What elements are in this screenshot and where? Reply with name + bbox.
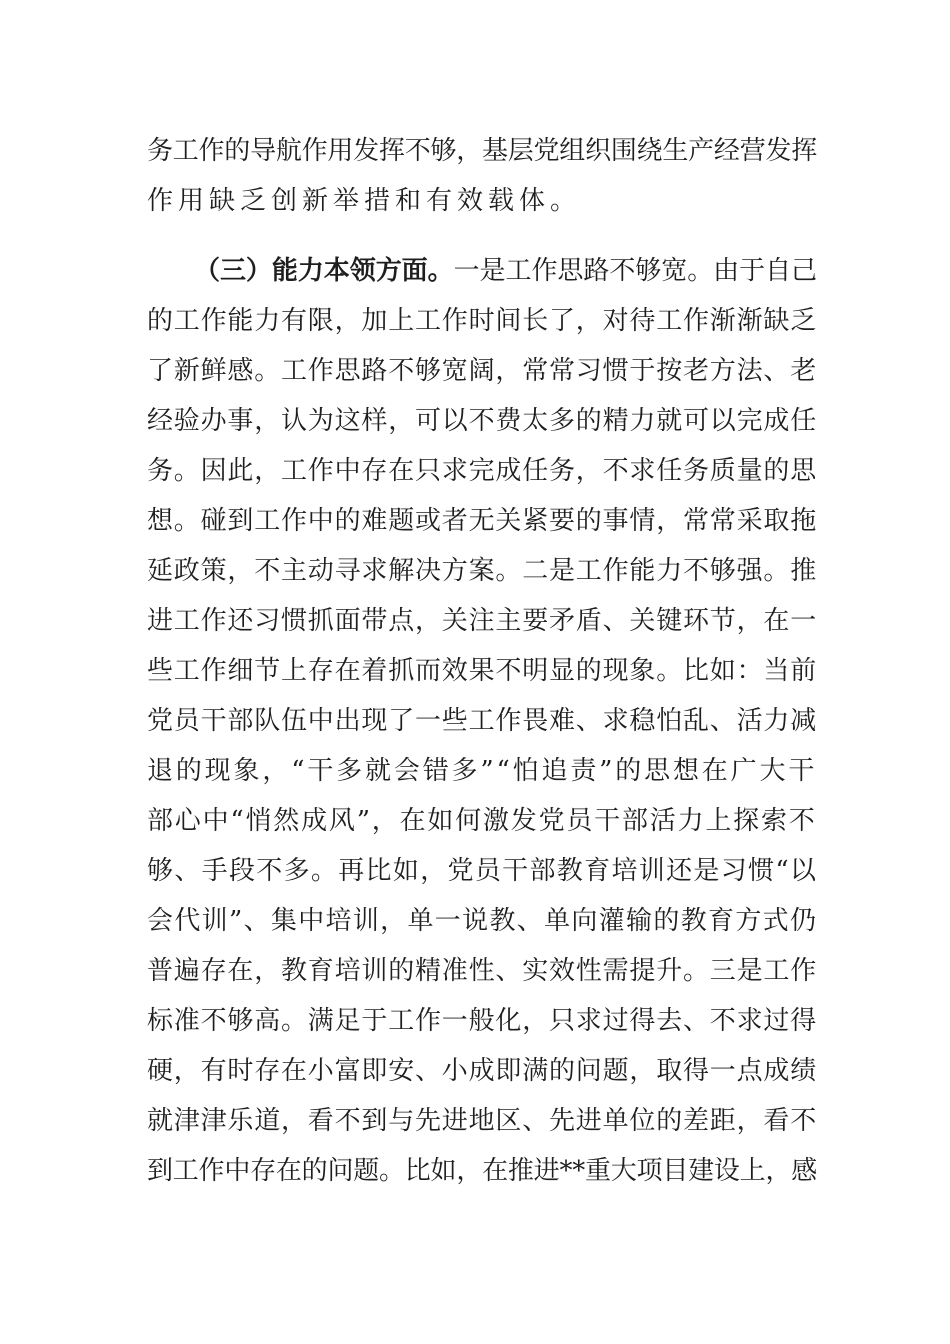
text-line: 务工作的导航作用发挥不够，基层党组织围绕生产经营发挥 — [147, 136, 818, 166]
text-line: 就津津乐道，看不到与先进地区、先进单位的差距，看不 — [147, 1106, 818, 1136]
text-line: 普遍存在，教育培训的精准性、实效性需提升。三是工作 — [147, 956, 818, 986]
text-line: 经验办事，认为这样，可以不费太多的精力就可以完成任 — [147, 406, 818, 436]
text-line: 硬，有时存在小富即安、小成即满的问题，取得一点成绩 — [147, 1056, 818, 1086]
text-line: 进工作还习惯抓面带点，关注主要矛盾、关键环节，在一 — [147, 606, 818, 636]
text-line: 部心中“悄然成风”，在如何激发党员干部活力上探索不 — [147, 806, 817, 836]
text-line: 到工作中存在的问题。比如，在推进**重大项目建设上，感 — [147, 1156, 818, 1186]
text-line: 够、手段不多。再比如，党员干部教育培训还是习惯“以 — [147, 856, 818, 886]
section-heading: （三）能力本领方面。 — [194, 256, 454, 286]
text-line: 了新鲜感。工作思路不够宽阔，常常习惯于按老方法、老 — [147, 356, 818, 386]
text-line: 作用缺乏创新举措和有效载体。 — [147, 186, 582, 216]
text-line: 些工作细节上存在着抓而效果不明显的现象。比如：当前 — [147, 656, 818, 686]
paragraph-first-line — [194, 256, 817, 286]
text-line: 务。因此，工作中存在只求完成任务，不求任务质量的思 — [147, 456, 818, 486]
text-line: 党员干部队伍中出现了一些工作畏难、求稳怕乱、活力减 — [147, 706, 818, 736]
text-line: 标准不够高。满足于工作一般化，只求过得去、不求过得 — [147, 1006, 818, 1036]
text-line: 会代训”、集中培训，单一说教、单向灌输的教育方式仍 — [147, 906, 818, 936]
text-span: 一是工作思路不够宽。由于自己 — [453, 256, 818, 286]
text-line: 退的现象，“干多就会错多”“怕追责”的思想在广大干 — [147, 756, 818, 786]
text-line: 想。碰到工作中的难题或者无关紧要的事情，常常采取拖 — [147, 506, 818, 536]
text-line: 延政策，不主动寻求解决方案。二是工作能力不够强。推 — [147, 556, 818, 586]
text-line: 的工作能力有限，加上工作时间长了，对待工作渐渐缺乏 — [147, 306, 818, 336]
